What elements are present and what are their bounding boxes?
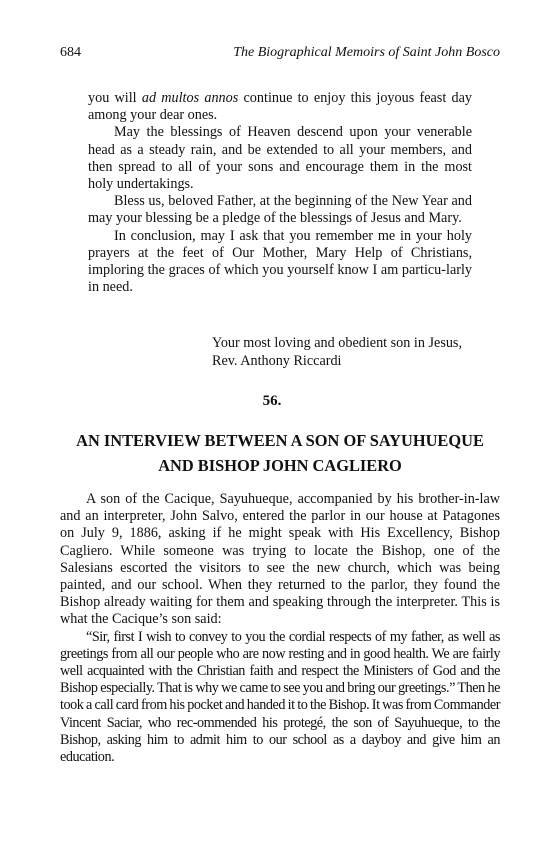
closing-line: Your most loving and obedient son in Jesus, xyxy=(212,335,462,351)
body-paragraph-2: “Sir, first I wish to convey to you the cordial respects of my father, as well as greetings from all our people who are now resting and in good health. We are fairly well acquainted with the Christian faith and respect the Ministers of God and the Bishop especially. That is why we came to see you and bring our greetings.” Then he took a call card from his pocket and handed it to the Bishop. It was from Commander Vincent Saciar, who rec-ommended his protegé, the son of Sayuhueque, to the Bishop, asking him to admit him to our school as a dayboy and give him an education. xyxy=(60,628,500,766)
letter-signoff xyxy=(212,335,462,370)
letter-paragraph-1: you will ad multos annos continue to enjoy this joyous feast day among your dear ones. xyxy=(88,90,472,124)
latin-phrase: ad multos annos xyxy=(141,90,239,106)
body-paragraph-1: A son of the Cacique, Sayuhueque, accompanied by his brother-in-law and an interpreter, John Salvo, entered the parlor in our house at Patagones on July 9, 1886, asking if he might speak with His Excellency, Bishop Cagliero. While someone was trying to locate the Bishop, one of the Salesians escorted the visitors to see the new church, which was being painted, and our school. When they returned to the parlor, they found the Bishop already waiting for them and speaking through the interpreter. This is what the Cacique’s son said: xyxy=(60,491,500,628)
letter-paragraph-2: May the blessings of Heaven descend upon your venerable head as a steady rain, and be extended to all your members, and then spread to all of your sons and encourage them in the most holy undertakings. xyxy=(88,124,472,193)
running-header xyxy=(60,44,500,62)
running-title: The Biographical Memoirs of Saint John Bosco xyxy=(233,45,500,60)
letter-paragraph-4: In conclusion, may I ask that you remember me in your holy prayers at the feet of Our Mother, Mary Help of Christians, imploring the graces of which you yourself know I am particu-larly in need. xyxy=(88,227,472,296)
letter-paragraph-3: Bless us, beloved Father, at the beginning of the New Year and may your blessing be a pledge of the blessings of Jesus and Mary. xyxy=(88,193,472,227)
page-number: 684 xyxy=(60,45,81,60)
signature: Rev. Anthony Riccardi xyxy=(212,352,342,369)
section-body xyxy=(60,491,500,766)
section-number: 56. xyxy=(262,393,282,409)
section-title: AN INTERVIEW BETWEEN A SON OF SAYUHUEQUE AND BISHOP JOHN CAGLIERO xyxy=(76,431,484,475)
letter-body xyxy=(88,90,472,296)
